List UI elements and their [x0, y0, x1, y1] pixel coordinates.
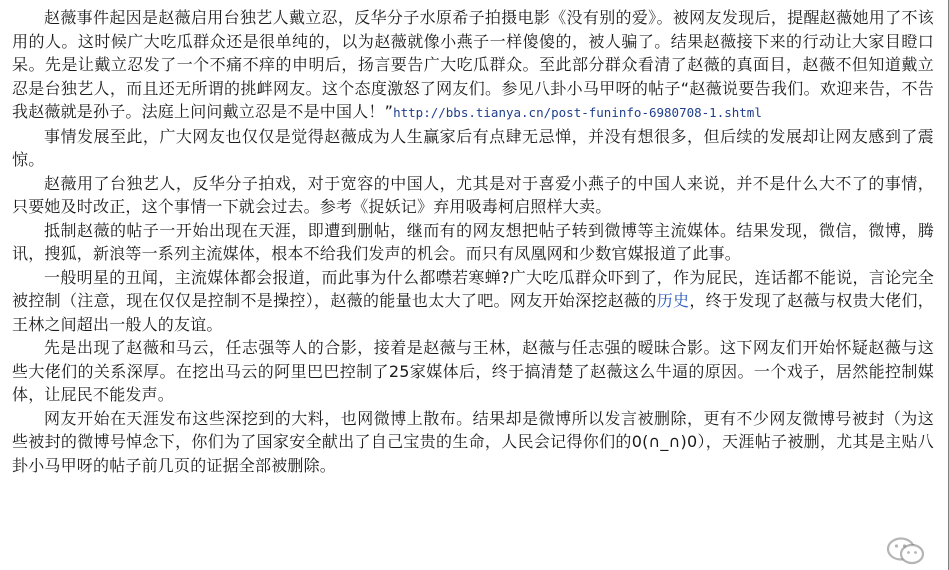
paragraph-5	[12, 266, 934, 337]
paragraph-5-text-start: 一般明星的丑闻，主流媒体都会报道，而此事为什么都噤若寒蝉?广大吃瓜群众吓到了，作为屁民，连话都不能说，言论完全被控制（注意，现在仅仅是控制不是操控），赵薇的能量也太大了吧。网友开始深挖赵薇的	[12, 267, 934, 310]
history-link[interactable]: 历史	[656, 291, 690, 310]
wechat-watermark	[886, 536, 926, 566]
tianya-post-link[interactable]: http://bbs.tianya.cn/post-funinfo-6980708-1.shtml	[393, 105, 762, 120]
paragraph-2: 事情发展至此，广大网友也仅仅是觉得赵薇成为人生赢家后有点肆无忌惮，并没有想很多，但后续的发展却让网友感到了震惊。	[12, 126, 934, 169]
paragraph-7: 网友开始在天涯发布这些深挖到的大料，也网微博上散布。结果却是微博所以发言被删除，更有不少网友微博号被封（为这些被封的微博号悼念下，你们为了国家安全献出了自己宝贵的生命，人民会记得你们的0(∩_∩)0），天涯帖子被删，尤其是主贴八卦小马甲呀的帖子前几页的证据全部被删除。	[12, 408, 934, 475]
paragraph-4: 抵制赵薇的帖子一开始出现在天涯，即遭到删帖，继而有的网友想把帖子转到微博等主流媒体。结果发现，微信，微博，腾讯，搜狐，新浪等一系列主流媒体，根本不给我们发声的机会。而只有凤凰网和少数官媒报道了此事。	[12, 220, 934, 263]
wechat-logo-icon	[886, 536, 926, 566]
paragraph-5-text-end: ，终于发现了赵薇与权贵大佬们，王林之间超出一般人的友谊。	[12, 291, 934, 334]
paragraph-1-text: 赵薇事件起因是赵薇启用台独艺人戴立忍，反华分子水原希子拍摄电影《没有别的爱》。被网友发现后，提醒赵薇她用了不该用的人。这时候广大吃瓜群众还是很单纯的，以为赵薇就像小燕子一样傻傻的，被人骗了。结果赵薇接下来的行动让大家目瞪口呆。先是让戴立忍发了一个不痛不痒的申明后，扬言要告广大吃瓜群众。至此部分群众看清了赵薇的真面目，赵薇不但知道戴立忍是台独艺人，而且还无所谓的挑衅网友。这个态度激怒了网友们。参见八卦小马甲呀的帖子“赵薇说要告我们。欢迎来告，不告我赵薇就是孙子。法庭上问问戴立忍是不是中国人！”	[12, 8, 934, 121]
paragraph-1	[12, 6, 934, 125]
paragraph-6: 先是出现了赵薇和马云，任志强等人的合影，接着是赵薇与王林，赵薇与任志强的暧昧合影。这下网友们开始怀疑赵薇与这些大佬们的关系深厚。在挖出马云的阿里巴巴控制了25家媒体后，终于搞清楚了赵薇这么牛逼的原因。一个戏子，居然能控制媒体，让屁民不能发声。	[12, 338, 934, 404]
paragraph-3: 赵薇用了台独艺人，反华分子拍戏，对于宽容的中国人，尤其是对于喜爱小燕子的中国人来说，并不是什么大不了的事情，只要她及时改正，这个事情一下就会过去。参考《捉妖记》弃用吸毒柯启照样大卖。	[12, 173, 934, 216]
